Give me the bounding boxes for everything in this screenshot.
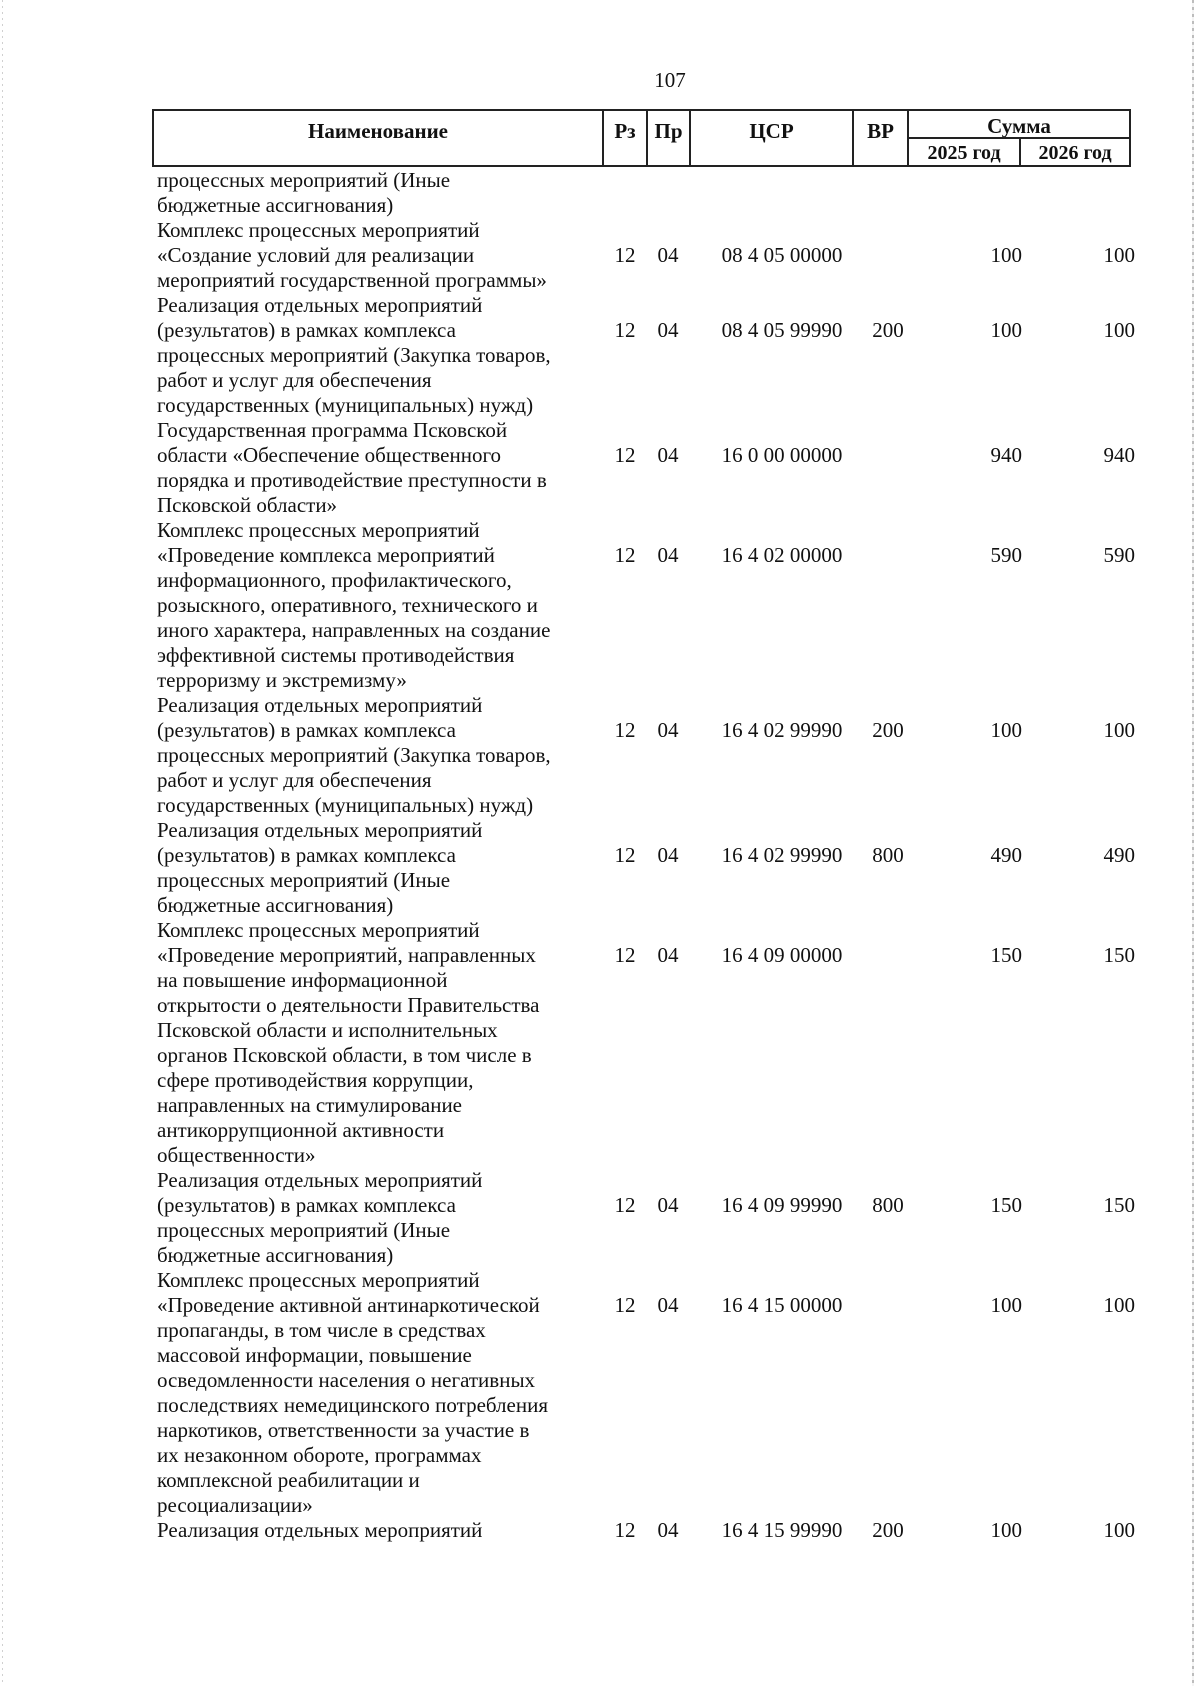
row-rz: 12 (614, 1193, 636, 1217)
row-rz: 12 (614, 943, 636, 967)
row-vr: 200 (872, 318, 904, 342)
row-rz: 12 (614, 843, 636, 867)
header-2025: 2025 год (907, 137, 1019, 167)
table-row (157, 693, 1137, 818)
row-sum-2026: 490 (1103, 843, 1135, 867)
row-name: Реализация отдельных мероприятий (результатов) в рамках комплекса процессных мероприятий (Иные бюджетные ассигнования) (157, 1168, 483, 1267)
table-row (157, 1518, 1137, 1543)
header-rz-cell (602, 109, 646, 167)
header-pr-cell (646, 109, 689, 167)
row-name: Комплекс процессных мероприятий «Проведение мероприятий, направленных на повышение информационной открытости о деятельности Правительства Псковской области и исполнительных органов Псковской области, в том числе в сфере противодействия коррупции, направленных на стимулирование антикоррупционной активности общественности» (157, 918, 540, 1167)
row-sum-2026: 150 (1103, 943, 1135, 967)
header-sum: Сумма (987, 114, 1051, 138)
row-csr: 16 4 02 99990 (721, 843, 843, 867)
row-vr: 200 (872, 1518, 904, 1542)
row-sum-2026: 940 (1103, 443, 1135, 467)
row-name: Реализация отдельных мероприятий (результатов) в рамках комплекса процессных мероприятий (Закупка товаров, работ и услуг для обеспечения государственных (муниципальных) нужд) (157, 693, 551, 817)
row-sum-2025: 940 (990, 443, 1022, 467)
row-pr: 04 (657, 943, 679, 967)
table-row (157, 1268, 1137, 1518)
row-vr: 800 (872, 843, 904, 867)
row-rz: 12 (614, 243, 636, 267)
header-pr: Пр (654, 119, 683, 143)
row-csr: 16 4 09 99990 (721, 1193, 843, 1217)
row-pr: 04 (657, 843, 679, 867)
row-pr: 04 (657, 1293, 679, 1317)
row-sum-2026: 100 (1103, 318, 1135, 342)
row-rz: 12 (614, 1518, 636, 1542)
table-row (157, 168, 1137, 218)
header-bottom-line (152, 165, 907, 167)
row-sum-2026: 100 (1103, 243, 1135, 267)
header-2026: 2026 год (1019, 137, 1131, 167)
header-name-cell (152, 109, 602, 167)
row-sum-2025: 100 (990, 243, 1022, 267)
row-sum-2026: 100 (1103, 718, 1135, 742)
table-body (157, 168, 1137, 1543)
table-header (152, 109, 1131, 167)
row-pr: 04 (657, 718, 679, 742)
row-pr: 04 (657, 243, 679, 267)
header-name: Наименование (308, 119, 448, 143)
table-row (157, 818, 1137, 918)
row-csr: 08 4 05 00000 (721, 243, 843, 267)
header-csr: ЦСР (749, 119, 794, 143)
scan-edge-left (2, 0, 3, 1686)
row-vr: 200 (872, 718, 904, 742)
header-csr-cell (689, 109, 852, 167)
table-row (157, 293, 1137, 418)
row-name: Комплекс процессных мероприятий «Проведение комплекса мероприятий информационного, профилактического, розыскного, оперативного, технического и иного характера, направленных на создание эффективной системы противодействия терроризму и экстремизму» (157, 518, 551, 692)
row-name: Государственная программа Псковской области «Обеспечение общественного порядка и противодействие преступности в Псковской области» (157, 418, 547, 517)
row-csr: 16 4 02 00000 (721, 543, 843, 567)
row-rz: 12 (614, 1293, 636, 1317)
row-sum-2025: 590 (990, 543, 1022, 567)
table-row (157, 218, 1137, 293)
row-pr: 04 (657, 1193, 679, 1217)
row-csr: 08 4 05 99990 (721, 318, 843, 342)
row-pr: 04 (657, 1518, 679, 1542)
row-pr: 04 (657, 318, 679, 342)
row-csr: 16 4 15 99990 (721, 1518, 843, 1542)
table-row (157, 918, 1137, 1168)
row-rz: 12 (614, 443, 636, 467)
row-sum-2026: 100 (1103, 1518, 1135, 1542)
row-csr: 16 4 02 99990 (721, 718, 843, 742)
row-sum-2026: 590 (1103, 543, 1135, 567)
row-name: Реализация отдельных мероприятий (результатов) в рамках комплекса процессных мероприятий (Закупка товаров, работ и услуг для обеспечения государственных (муниципальных) нужд) (157, 293, 551, 417)
row-name: процессных мероприятий (Иные бюджетные ассигнования) (157, 168, 451, 217)
table-row (157, 418, 1137, 518)
header-rz: Рз (614, 119, 636, 143)
row-name: Реализация отдельных мероприятий (результатов) в рамках комплекса процессных мероприятий (Иные бюджетные ассигнования) (157, 818, 483, 917)
row-vr: 800 (872, 1193, 904, 1217)
row-sum-2026: 100 (1103, 1293, 1135, 1317)
row-pr: 04 (657, 543, 679, 567)
header-vr-cell (852, 109, 907, 167)
row-sum-2025: 150 (990, 1193, 1022, 1217)
row-sum-2025: 100 (990, 318, 1022, 342)
scan-edge-right (1192, 0, 1194, 1686)
row-sum-2025: 100 (990, 718, 1022, 742)
row-sum-2025: 150 (990, 943, 1022, 967)
page-number: 107 (654, 68, 686, 92)
row-sum-2025: 100 (990, 1518, 1022, 1542)
row-sum-2025: 100 (990, 1293, 1022, 1317)
row-sum-2025: 490 (990, 843, 1022, 867)
row-rz: 12 (614, 318, 636, 342)
row-csr: 16 4 09 00000 (721, 943, 843, 967)
row-csr: 16 0 00 00000 (721, 443, 843, 467)
row-rz: 12 (614, 718, 636, 742)
row-rz: 12 (614, 543, 636, 567)
table-row (157, 1168, 1137, 1268)
header-vr: ВР (867, 119, 894, 143)
table-row (157, 518, 1137, 693)
row-name: Комплекс процессных мероприятий «Проведение активной антинаркотической пропаганды, в том числе в средствах массовой информации, повышение осведомленности населения о негативных последствиях немедицинского потребления наркотиков, ответственности за участие в их незаконном обороте, программах комплексной реабилитации и ресоциализации» (157, 1268, 548, 1517)
row-sum-2026: 150 (1103, 1193, 1135, 1217)
row-name: Комплекс процессных мероприятий «Создание условий для реализации мероприятий государственной программы» (157, 218, 547, 292)
row-pr: 04 (657, 443, 679, 467)
row-name: Реализация отдельных мероприятий (157, 1518, 483, 1542)
row-csr: 16 4 15 00000 (721, 1293, 843, 1317)
